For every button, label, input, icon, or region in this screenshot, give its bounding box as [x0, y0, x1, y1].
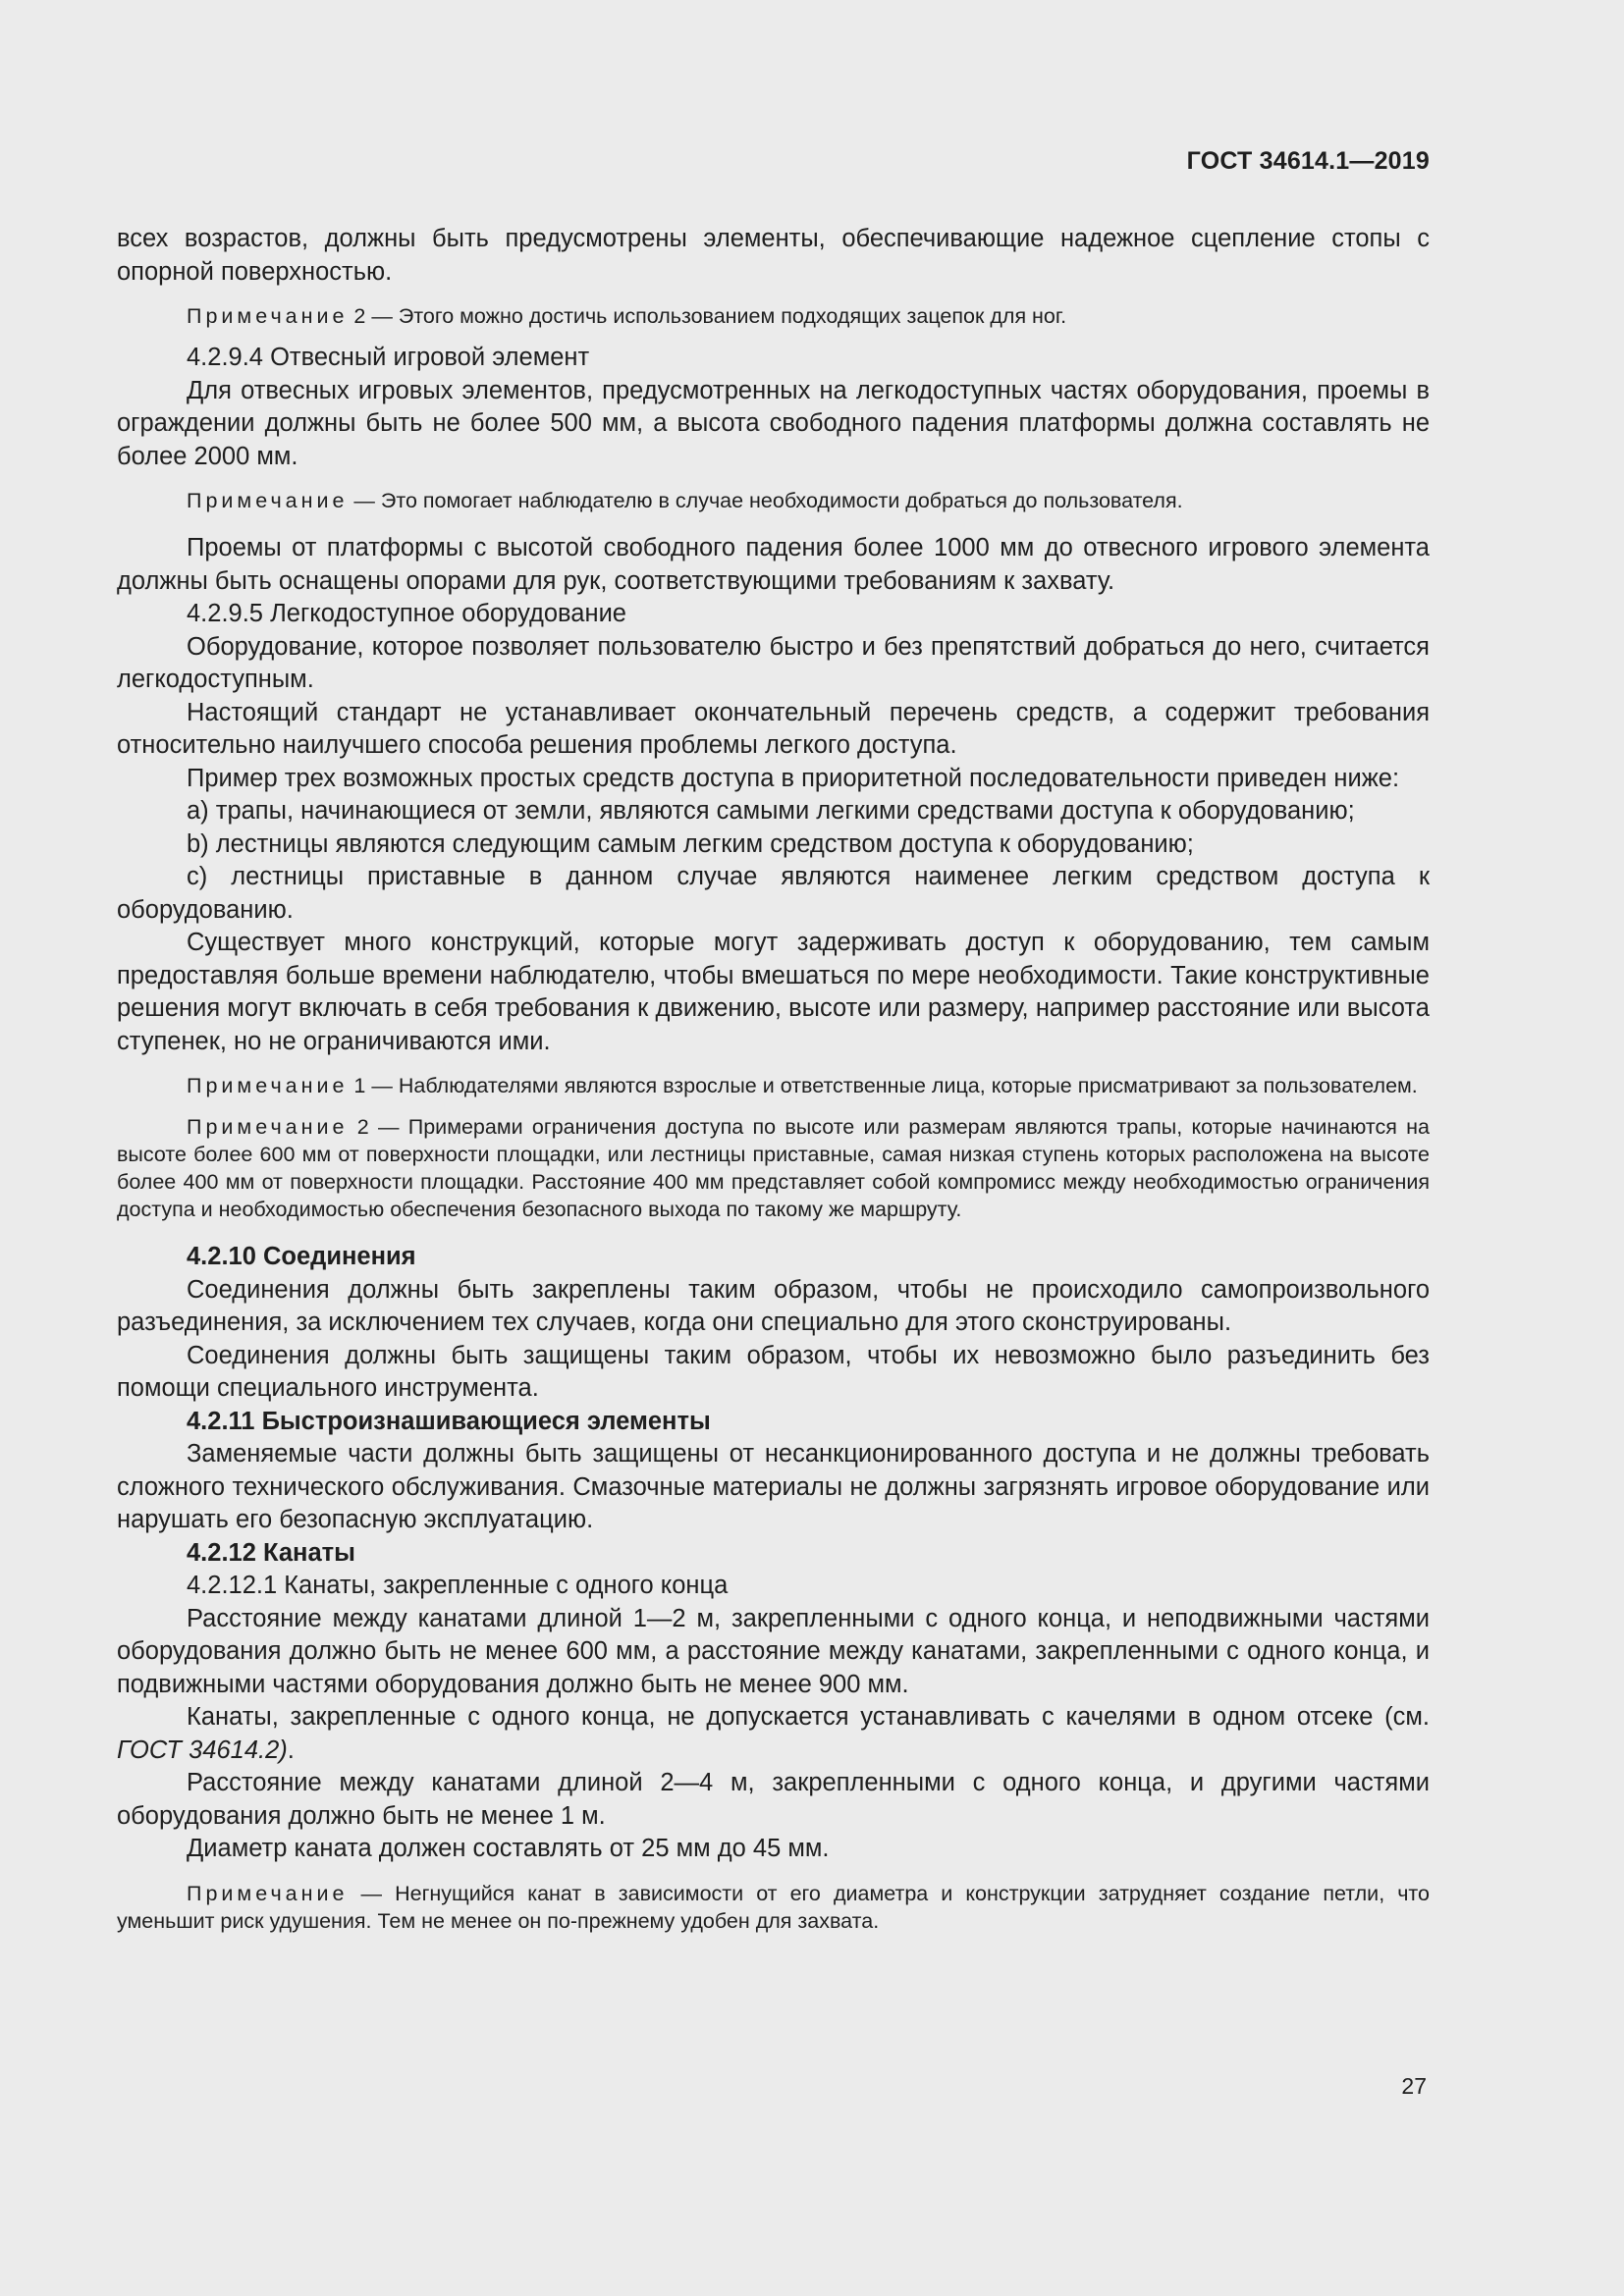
body-paragraph: Диаметр каната должен составлять от 25 мм до 45 мм.	[187, 1835, 830, 1862]
section-heading: 4.2.12 Канаты	[187, 1538, 355, 1567]
note-label: Примечание	[187, 1881, 349, 1905]
body-paragraph: Пример трех возможных простых средств доступа в приоритетной последовательности приведен ниже:	[187, 764, 1400, 792]
body-paragraph: Настоящий стандарт не устанавливает окончательный перечень средств, а содержит требования относительно наилучшего способа решения проблемы легкого доступа.	[117, 698, 1430, 759]
section-heading: 4.2.12.1 Канаты, закрепленные с одного конца	[187, 1572, 729, 1599]
paragraph-text: Канаты, закрепленные с одного конца, не допускается устанавливать с качелями в одном отсеке (см.	[187, 1703, 1430, 1731]
note-paragraph	[117, 487, 1430, 514]
note-text: — Негнущийся канат в зависимости от его диаметра и конструкции затрудняет создание петли, что уменьшит риск удушения. Тем не менее он по-прежнему удобен для захвата.	[117, 1881, 1430, 1933]
body-paragraph: Оборудование, которое позволяет пользователю быстро и без препятствий добраться до него, считается легкодоступным.	[117, 632, 1430, 693]
section-heading: 4.2.9.5 Легкодоступное оборудование	[187, 600, 626, 627]
body-paragraph: Заменяемые части должны быть защищены от несанкционированного доступа и не должны требовать сложного технического обслуживания. Смазочные материалы не должны загрязнять игровое оборудование или нарушать его безопасную эксплуатацию.	[117, 1440, 1430, 1533]
note-text: — Это помогает наблюдателю в случае необходимости добраться до пользователя.	[348, 489, 1183, 512]
body-paragraph: Расстояние между канатами длиной 2—4 м, закрепленными с одного конца, и другими частями оборудования должно быть не менее 1 м.	[117, 1769, 1430, 1830]
note-text: 2 — Примерами ограничения доступа по высоте или размерам являются трапы, которые начинаются на высоте более 600 мм от поверхности площадки, или лестницы приставные, самая низкая ступень которых расположена на высоте более 400 мм от поверхности площадки. Расстояние 400 мм представляет собой компромисс между необходимостью ограничения доступа и необходимостью обеспечения безопасного выхода по такому же маршруту.	[117, 1115, 1430, 1221]
standard-reference: ГОСТ 34614.2)	[117, 1735, 288, 1764]
note-paragraph	[117, 1880, 1430, 1935]
document-header: ГОСТ 34614.1—2019	[1186, 147, 1430, 175]
note-label: Примечание	[187, 304, 349, 328]
section-heading: 4.2.10 Соединения	[187, 1243, 416, 1270]
body-paragraph: Для отвесных игровых элементов, предусмотренных на легкодоступных частях оборудования, проемы в ограждении должны быть не более 500 мм, а высота свободного падения платформы должна составлять не более 2000 мм.	[117, 376, 1430, 470]
body-paragraph: Соединения должны быть закреплены таким образом, чтобы не происходило самопроизвольного разъединения, за исключением тех случаев, когда они специально для этого сконструированы.	[117, 1275, 1430, 1336]
note-text: 2 — Этого можно достичь использованием подходящих зацепок для ног.	[348, 304, 1067, 328]
body-paragraph: Проемы от платформы с высотой свободного падения более 1000 мм до отвесного игрового элемента должны быть оснащены опорами для рук, соответствующими требованиям к захвату.	[117, 534, 1430, 595]
paragraph-text: .	[287, 1735, 295, 1764]
note-paragraph	[117, 1113, 1430, 1223]
body-paragraph: c) лестницы приставные в данном случае являются наименее легким средством доступа к оборудованию.	[117, 863, 1430, 924]
body-paragraph: a) трапы, начинающиеся от земли, являются самыми легкими средствами доступа к оборудованию;	[187, 797, 1355, 825]
body-paragraph: Соединения должны быть защищены таким образом, чтобы их невозможно было разъединить без помощи специального инструмента.	[117, 1341, 1430, 1402]
body-paragraph	[117, 1701, 1430, 1767]
note-paragraph	[117, 302, 1430, 330]
body-paragraph: Существует много конструкций, которые могут задерживать доступ к оборудованию, тем самым предоставляя больше времени наблюдателю, чтобы вмешаться по мере необходимости. Такие конструктивные решения могут включать в себя требования к движению, высоте или размеру, например расстояние или высота ступенек, но не ограничиваются ими.	[117, 929, 1430, 1055]
note-label: Примечание	[187, 1074, 349, 1097]
document-body	[117, 223, 1430, 1935]
section-heading: 4.2.11 Быстроизнашивающиеся элементы	[187, 1407, 711, 1435]
page-number: 27	[1401, 2073, 1427, 2099]
note-paragraph	[117, 1072, 1430, 1099]
section-heading: 4.2.9.4 Отвесный игровой элемент	[187, 344, 590, 371]
note-text: 1 — Наблюдателями являются взрослые и ответственные лица, которые присматривают за пользователем.	[348, 1074, 1418, 1097]
body-paragraph: b) лестницы являются следующим самым легким средством доступа к оборудованию;	[187, 829, 1194, 858]
body-paragraph: всех возрастов, должны быть предусмотрены элементы, обеспечивающие надежное сцепление стопы с опорной поверхностью.	[117, 225, 1430, 286]
note-label: Примечание	[187, 1115, 349, 1139]
note-label: Примечание	[187, 489, 349, 512]
body-paragraph: Расстояние между канатами длиной 1—2 м, закрепленными с одного конца, и неподвижными частями оборудования должно быть не менее 600 мм, а расстояние между канатами, закрепленными с одного конца, и подвижными частями оборудования должно быть не менее 900 мм.	[117, 1604, 1430, 1698]
